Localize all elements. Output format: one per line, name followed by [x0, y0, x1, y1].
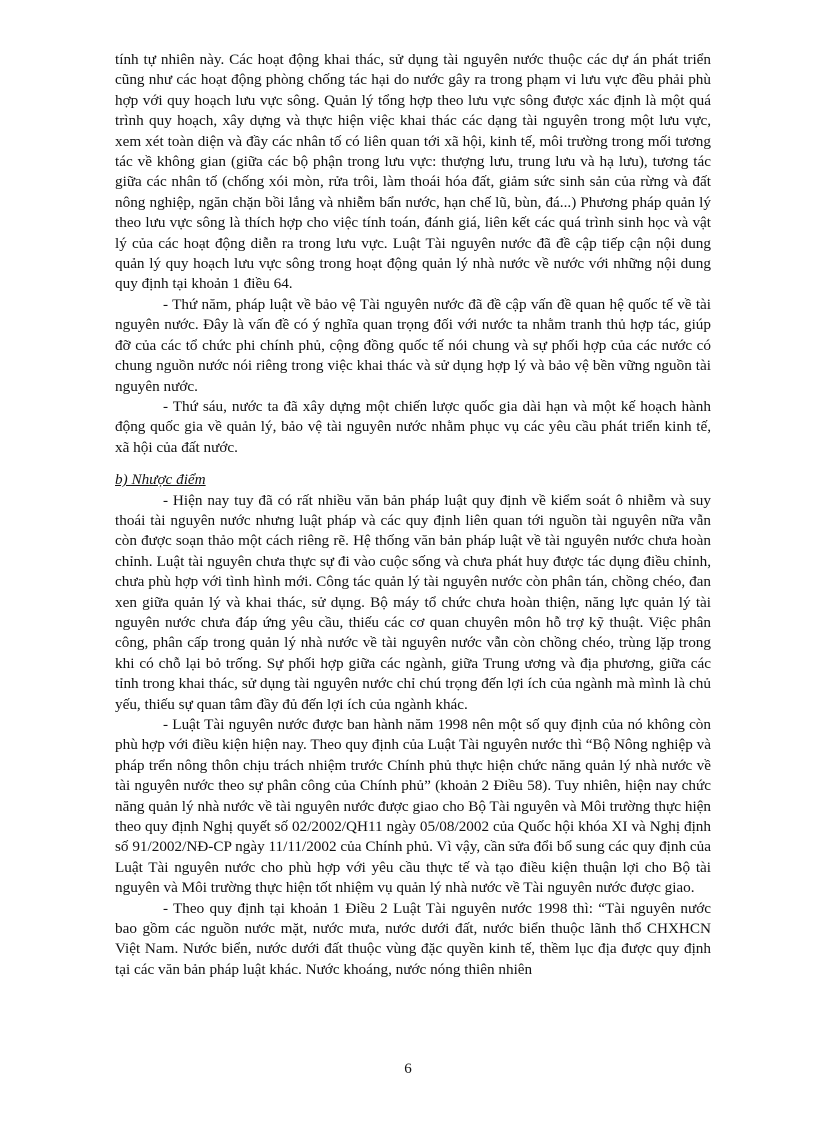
- page-number: 6: [404, 1061, 412, 1077]
- paragraph-4: - Hiện nay tuy đã có rất nhiều văn bản pháp luật quy định về kiểm soát ô nhiễm và suy thoái tài nguyên nước nhưng luật pháp và các quy định liên quan tới nguồn tài nguyên nữa vẫn còn được soạn thảo một cách riêng rẽ. Hệ thống văn bản pháp luật về tài nguyên nước chưa hoàn chỉnh. Luật tài nguyên chưa thực sự đi vào cuộc sống và chưa phát huy được tác dụng điều chỉnh, chưa phù hợp với tình hình mới. Công tác quản lý tài nguyên nước còn phân tán, chồng chéo, đan xen giữa quản lý và khai thác, sử dụng. Bộ máy tổ chức chưa hoàn thiện, năng lực quản lý tài nguyên nước chưa đáp ứng yêu cầu, thiếu các cơ quan chuyên môn hỗ trợ kỹ thuật. Việc phân công, phân cấp trong quản lý nhà nước về tài nguyên nước vẫn còn chồng chéo, trùng lặp trong khi có chỗ lại bỏ trống. Sự phối hợp giữa các ngành, giữa Trung ương và địa phương, giữa các tỉnh trong khai thác, sử dụng tài nguyên nước chỉ chú trọng đến lợi ích của ngành mà mình là chủ yếu, thiếu sự quan tâm đầy đủ đến lợi ích của ngành khác.: [115, 491, 711, 713]
- section-heading: b) Nhược điểm: [115, 471, 206, 489]
- document-page: [115, 50, 711, 980]
- paragraph-5: - Luật Tài nguyên nước được ban hành năm 1998 nên một số quy định của nó không còn phù hợp với điều kiện hiện nay. Theo quy định của Luật Tài nguyên nước thì “Bộ Nông nghiệp và pháp trển nông thôn chịu trách nhiệm trước Chính phủ thực hiện chức năng quản lý nhà nước về tài nguyên nước theo sự phân công của Chính phủ” (khoản 2 Điều 58). Tuy nhiên, hiện nay chức năng quản lý nhà nước về tài nguyên nước được giao cho Bộ Tài nguyên và Môi trường thực hiện theo quy định Nghị quyết số 02/2002/QH11 ngày 05/08/2002 của Quốc hội khóa XI và Nghị định số 91/2002/NĐ-CP ngày 11/11/2002 của Chính phủ. Vì vậy, cần sửa đổi bổ sung các quy định của Luật Tài nguyên nước cho phù hợp với yêu cầu thực tế và tạo điều kiện thuận lợi cho Bộ tài nguyên và Môi trường thực hiện tốt nhiệm vụ quản lý nhà nước về Tài nguyên nước được giao.: [115, 716, 711, 897]
- paragraph-2: - Thứ năm, pháp luật về bảo vệ Tài nguyên nước đã đề cập vấn đề quan hệ quốc tế về tài nguyên nước. Đây là vấn đề có ý nghĩa quan trọng đối với nước ta nhằm tranh thủ hợp tác, giúp đỡ của các tổ chức phi chính phủ, cộng đồng quốc tế nói chung và sự phối hợp của các nước có chung nguồn nước nói riêng trong việc khai thác và sử dụng hợp lý và bảo vệ bền vững nguồn tài nguyên nước.: [115, 295, 711, 395]
- paragraph-6: - Theo quy định tại khoản 1 Điều 2 Luật Tài nguyên nước 1998 thì: “Tài nguyên nước bao gồm các nguồn nước mặt, nước mưa, nước dưới đất, nước biển thuộc lãnh thổ CHXHCN Việt Nam. Nước biển, nước dưới đất thuộc vùng đặc quyền kinh tế, thềm lục địa được quy định tại các văn bản pháp luật khác. Nước khoáng, nước nóng thiên nhiên: [115, 899, 711, 978]
- paragraph-1: tính tự nhiên này. Các hoạt động khai thác, sử dụng tài nguyên nước thuộc các dự án phát triển cũng như các hoạt động phòng chống tác hại do nước gây ra trong phạm vi lưu vực đều phải phù hợp với quy hoạch lưu vực sông. Quản lý tổng hợp theo lưu vực sông được xác định là một quá trình quy hoạch, xây dựng và thực hiện việc khai thác các dạng tài nguyên trong một lưu vực, xem xét toàn diện và đầy các nhân tố có liên quan tới xã hội, kinh tế, môi trường trong mối tương tác về không gian (giữa các bộ phận trong lưu vực: thượng lưu, trung lưu và hạ lưu), tương tác giữa các nhân tố (chống xói mòn, rửa trôi, làm thoái hóa đất, giảm sức sinh sản của rừng và đất nông nghiệp, ngăn chặn bồi lắng và nhiễm bẩn nước, hạn chế lũ, bùn, đá...) Phương pháp quản lý theo lưu vực sông là thích hợp cho việc tính toán, đánh giá, liên kết các quá trình sinh học và vật lý của các hoạt động diễn ra trong lưu vực. Luật Tài nguyên nước đã đề cập tiếp cận nội dung quản lý quy hoạch lưu vực sông trong hoạt động quản lý nhà nước về nước với những nội dung quy định tại khoản 1 điều 64.: [115, 51, 711, 293]
- paragraph-3: - Thứ sáu, nước ta đã xây dựng một chiến lược quốc gia dài hạn và một kế hoạch hành động quốc gia về quản lý, bảo vệ tài nguyên nước nhằm phục vụ các yêu cầu phát triển kinh tế, xã hội của đất nước.: [115, 397, 711, 456]
